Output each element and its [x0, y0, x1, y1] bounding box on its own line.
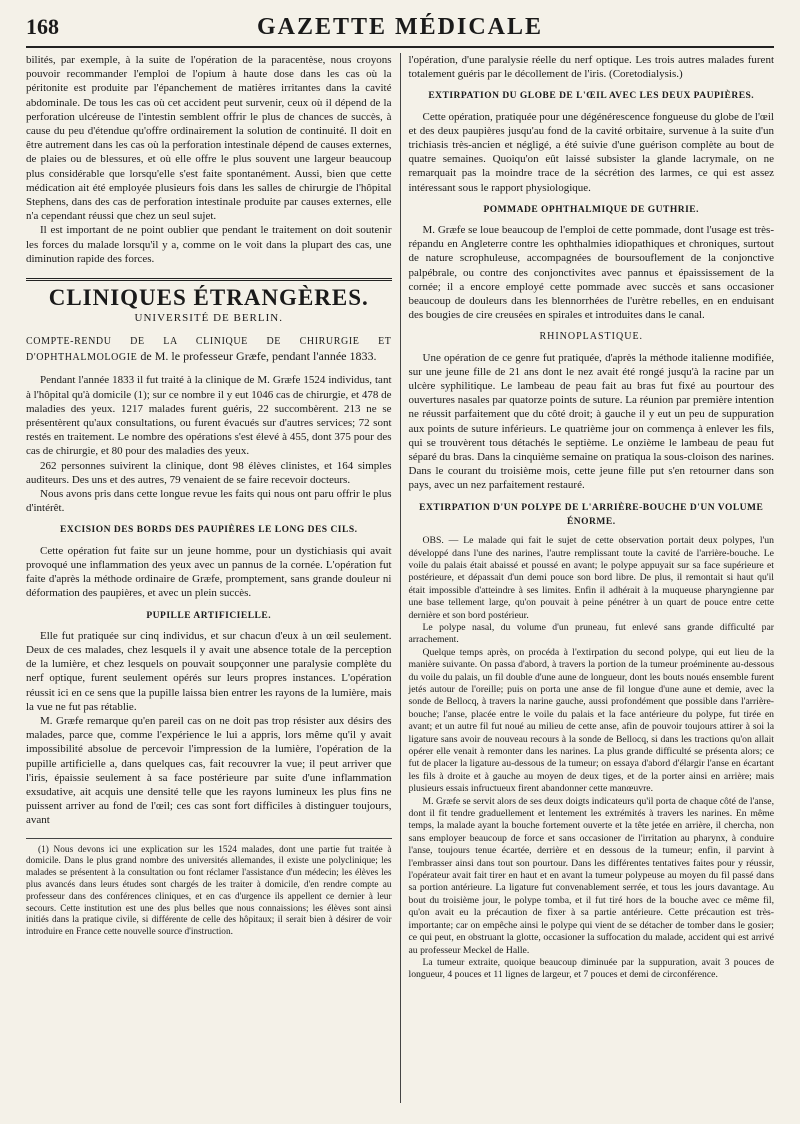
subsection-heading: POMMADE OPHTHALMIQUE DE GUTHRIE. [483, 204, 699, 215]
paragraph: l'opération, d'une paralysie réelle du nerf optique. Les trois autres malades furent totalement guéris par le décollement de l'iris. (Coretodialysis.) [408, 54, 774, 81]
subsection-heading: EXTIRPATION D'UN POLYPE DE L'ARRIÈRE-BOUCHE D'UN VOLUME ÉNORME. [419, 502, 764, 527]
paragraph: M. Græfe se loue beaucoup de l'emploi de cette pommade, dont l'usage est très-répandu en Angleterre contre les ophthalmies idiopathiques et chroniques, surtout de nature scrophuleuse, accompagnées de boursouflement de la conjonctive palpébrale, ou contre des conjonctivites avec pannus et épaississement de la cornée; il a encore employé cette pommade avec succès et sans occasioner beaucoup de douleurs dans les blennorrhées de l'urètre rebelles, en en enduisant des bougies de cire creusées en spirales et introduites dans le canal. [408, 224, 774, 322]
paragraph: Cette opération, pratiquée pour une dégénérescence fongueuse du globe de l'œil et des deux paupières jusqu'au fond de la cavité orbitaire, survenue à la suite d'un trichiasis très-ancien et négligé, a été suivie d'une guérison complète au bout de quatre semaines. Quoiqu'on eût laissé subsister la glande lacrymale, on ne remarquait pas la moindre trace de la sécrétion des larmes, ce qui est assez intéressant sous le rapport physiologique. [408, 110, 774, 194]
left-column [26, 53, 400, 1103]
subsection-heading: EXCISION DES BORDS DES PAUPIÈRES LE LONG DES CILS. [60, 525, 358, 536]
subsection-heading: RHINOPLASTIQUE. [539, 331, 644, 343]
journal-title: GAZETTE MÉDICALE [256, 14, 544, 40]
paragraph: M. Græfe se servit alors de ses deux doigts indicateurs qu'il porta de chaque côté de l'anse, dont il fit tendre graduellement et lentement les extrémités à travers les narines. En même temps, la malade ayant la bouche fortement ouverte et la tête jetée en arrière, il chercha, non sans employer beaucoup de force et sans occasioner de l'irritation au pharynx, à conduire l'anse, toujours tenue écartée, derrière et en dessous de la tumeur; enfin, il parvint à l'embrasser ainsi dans tout son pourtour. Dans les différentes tentatives faites pour y réussir, l'opérateur avait fait tirer en haut et en avant la tumeur polypeuse au moyen du fil passé dans sa portion antérieure. La ligature fut convenablement serrée, et tous les jours davantage. Au bout du troisième jour, le polype tomba, et il fut tiré hors de la bouche avec ce même fil, qu'on avait eu la précaution de fixer à sa partie antérieure. Cette précaution est très-importante; car on empêche ainsi le polype qui vient de se détacher de tomber dans le gosier; ce qui peut, en obstruant la glotte, occasioner la suffocation du malade, accident qui est arrivé au professeur Meckel de Halle. [408, 795, 774, 956]
university-heading: UNIVERSITÉ DE BERLIN. [134, 312, 283, 325]
report-heading-caps: COMPTE-RENDU DE LA CLINIQUE DE CHIRURGIE ET D'OPHTHALMOLOGIE [26, 336, 392, 364]
report-heading [26, 333, 392, 365]
section-divider [26, 278, 392, 281]
page-number: 168 [26, 14, 59, 39]
paragraph: Pendant l'année 1833 il fut traité à la clinique de M. Græfe 1524 individus, tant à l'hôpital qu'à domicile (1); sur ce nombre il y eut 1046 cas de chirurgie, et 478 de maladies des yeux. 1217 malades furent guéris, 22 succombèrent. 213 ne se présentèrent qu'aux consultations, ou furent évacués sur d'autres services; 72 sont restés en traitement. Le nombre des opérations s'est élevé à 455, dont 375 pour des cas de chirurgie, et 80 pour des maladies des yeux. [26, 374, 392, 458]
paragraph: La tumeur extraite, quoique beaucoup diminuée par la suppuration, avait 3 pouces de longueur, 4 pouces et 11 lignes de largeur, et 7 pouces et demi de circonférence. [408, 956, 774, 981]
columns [26, 53, 774, 1103]
paragraph: Elle fut pratiquée sur cinq individus, et sur chacun d'eux à un œil seulement. Deux de ces malades, chez lesquels il y avait une absence totale de la perception de la lumière, et chez lesquels on pouvait soupçonner une paralysie complète du nerf optique, furent seulement opérés sur leurs propres instances. L'opération réussit ici en ce sens que la pupille laissa bien entrer les rayons de la lumière, mais la vue ne fut pas rétablie. [26, 629, 392, 713]
paragraph: 262 personnes suivirent la clinique, dont 98 élèves clinistes, et 164 simples auditeurs. Des uns et des autres, 79 venaient de se faire recevoir docteurs. [26, 459, 392, 486]
footnote [26, 838, 392, 939]
paragraph: Quelque temps après, on procéda à l'extirpation du second polype, qui eut lieu de la manière suivante. On passa d'abord, à travers la portion de la tumeur proéminente au-dessous du voile du palais, un fil double d'une aune de longueur, dont les bouts noués ensemble furent jetés autour de l'oreille; puis on porta une anse de fil longue d'une aune et demie, avec la sonde de Bellocq, à travers la narine gauche, aussi profondément que possible dans l'arrière-bouche; l'anse, placée entre le voile du palais et la face antérieure du polype, fut tirée en avant; et un autre fil fut noué au milieu de cette anse, afin de pouvoir toujours attirer à soi la ligature sans avoir de nouveau recours à la sonde de Bellocq, si dans les tractions qu'on allait opérer elle venait à remonter dans les narines. La plus grande difficulté se présenta alors; ce fut de placer la ligature au-dessous de la tumeur; on essaya d'abord d'élargir l'anse en écartant les fils à droite et à gauche au moyen de deux tiges, et de la porter ainsi en arrière; mais plusieurs essais infructueux firent abandonner cette manœuvre. [408, 646, 774, 795]
paragraph: OBS. — Le malade qui fait le sujet de cette observation portait deux polypes, l'un développé dans l'une des narines, l'autre remplissant toute la cavité de l'arrière-bouche. Le voile du palais était abaissé et poussé en avant; le polype appuyait sur sa face supérieure et postérieure, et dépassait d'un demi pouce son bord libre. De plus, il remontait si haut qu'il était impossible d'atteindre à ses limites. Enfin il adhérait à la muqueuse pharyngienne par une base tellement large, qu'on pouvait à peine pénétrer à un quart de pouce entre cette dernière et son bord postérieur. [408, 535, 774, 621]
paragraph: bilités, par exemple, à la suite de l'opération de la paracentèse, nous croyons pouvoir recommander l'emploi de l'opium à haute dose dans les cas où la péritonite est produite par l'épanchement de matières irritantes dans la cavité abdominale. De tous les cas où cet accident peut survenir, ceux où il dépend de la perforation ulcéreuse de l'intestin semblent offrir le plus de chances de succès, à cause du peu d'étendue qu'offre ordinairement la solution de continuité. Il doit en être autrement dans les cas où la perforation intestinale dépend de causes externes, de plaies ou de blessures, et où elle offre le plus souvent une largeur beaucoup plus considérable que lorsqu'elle s'est faite spontanément. Aussi, bien que cette médication ait été employée plusieurs fois dans les salles de chirurgie de l'hôpital Stephens, dans des cas de perforation intestinale produite par causes externes, elle n'a cependant réussi que chez un seul sujet. [26, 54, 392, 223]
paragraph: M. Græfe remarque qu'en pareil cas on ne doit pas trop résister aux désirs des malades, parce que, comme l'expérience le lui a appris, lors même qu'il y avait impossibilité absolue de percevoir l'impression de la lumière, l'opération de la pupille artificielle a, dans quelques cas, fait recouvrer la vue; il peut arriver que l'iris, épaissie seulement à sa face postérieure par suite d'une inflammation exsudative, ait acquis une densité telle que les rayons lumineux les plus fins ne puissent arriver au fond de l'œil; ces cas sont fort difficiles à distinguer toujours, avant [26, 714, 392, 827]
section-title: CLINIQUES ÉTRANGÈRES. [48, 285, 369, 311]
subsection-heading: PUPILLE ARTIFICIELLE. [146, 610, 272, 621]
paragraph: Il est important de ne point oublier que pendant le traitement on doit soutenir les forces du malade lorsqu'il y a, comme on le voit dans la plupart des cas, une diminution rapide des forces. [26, 224, 392, 265]
footnote-text: (1) Nous devons ici une explication sur les 1524 malades, dont une partie fut traitée à domicile. Dans le plus grand nombre des universités allemandes, il existe une polyclinique; les malades se présentent à la consultation ou font réclamer l'assistance d'un médecin; les élèves les plus avancés dans leurs études sont chargés de les traiter à domicile, d'en rendre compte au professeur dans des conférences cliniques, et en cas d'urgence ils appellent ce dernier à leur secours. Cette institution est une des plus belles que nous connaissions; les élèves sont ainsi initiés dans la pratique civile, si différente de celle des hôpitaux; il serait bien à désirer de voir introduire en France cette nouvelle source d'instruction. [26, 844, 392, 938]
paragraph: Une opération de ce genre fut pratiquée, d'après la méthode italienne modifiée, sur une jeune fille de 21 ans dont le nez avait été rongé jusqu'à la racine par un ulcère syphilitique. Le lambeau de peau fait au bras fut fixé au pourtour des ouvertures nasales par quatorze points de suture. La réunion par première intention ne réussit parfaitement que du côté droit; à gauche il y eut un peu de suppuration aux points de suture inférieurs. Le quatrième jour on commença à enlever les fils, qui se trouvèrent tous détachés le septième. Le onzième le lambeau de peau fut séparé du bras. Dans la cinquième semaine on pratiqua la sous-cloison des narines. Dans le courant du troisième mois, cette jeune fille put s'en retourner dans son pays, avec un nez parfaitement restauré. [408, 351, 774, 492]
paragraph: Le polype nasal, du volume d'un pruneau, fut enlevé sans grande difficulté par arrachement. [408, 621, 774, 646]
right-column [400, 53, 775, 1103]
paragraph: Cette opération fut faite sur un jeune homme, pour un dystichiasis qui avait provoqué une inflammation des yeux avec un pannus de la cornée. L'opération fut faite d'après la méthode ordinaire de Græfe, promptement, sans grande douleur ni déformation des paupières, et avec un plein succès. [26, 544, 392, 600]
subsection-heading: EXTIRPATION DU GLOBE DE L'ŒIL AVEC LES DEUX PAUPIÈRES. [428, 91, 755, 102]
report-heading-rest: de M. le professeur Græfe, pendant l'année 1833. [140, 349, 377, 364]
paragraph: Nous avons pris dans cette longue revue les faits qui nous ont paru offrir le plus d'intérêt. [26, 488, 392, 515]
page-header [26, 14, 774, 48]
